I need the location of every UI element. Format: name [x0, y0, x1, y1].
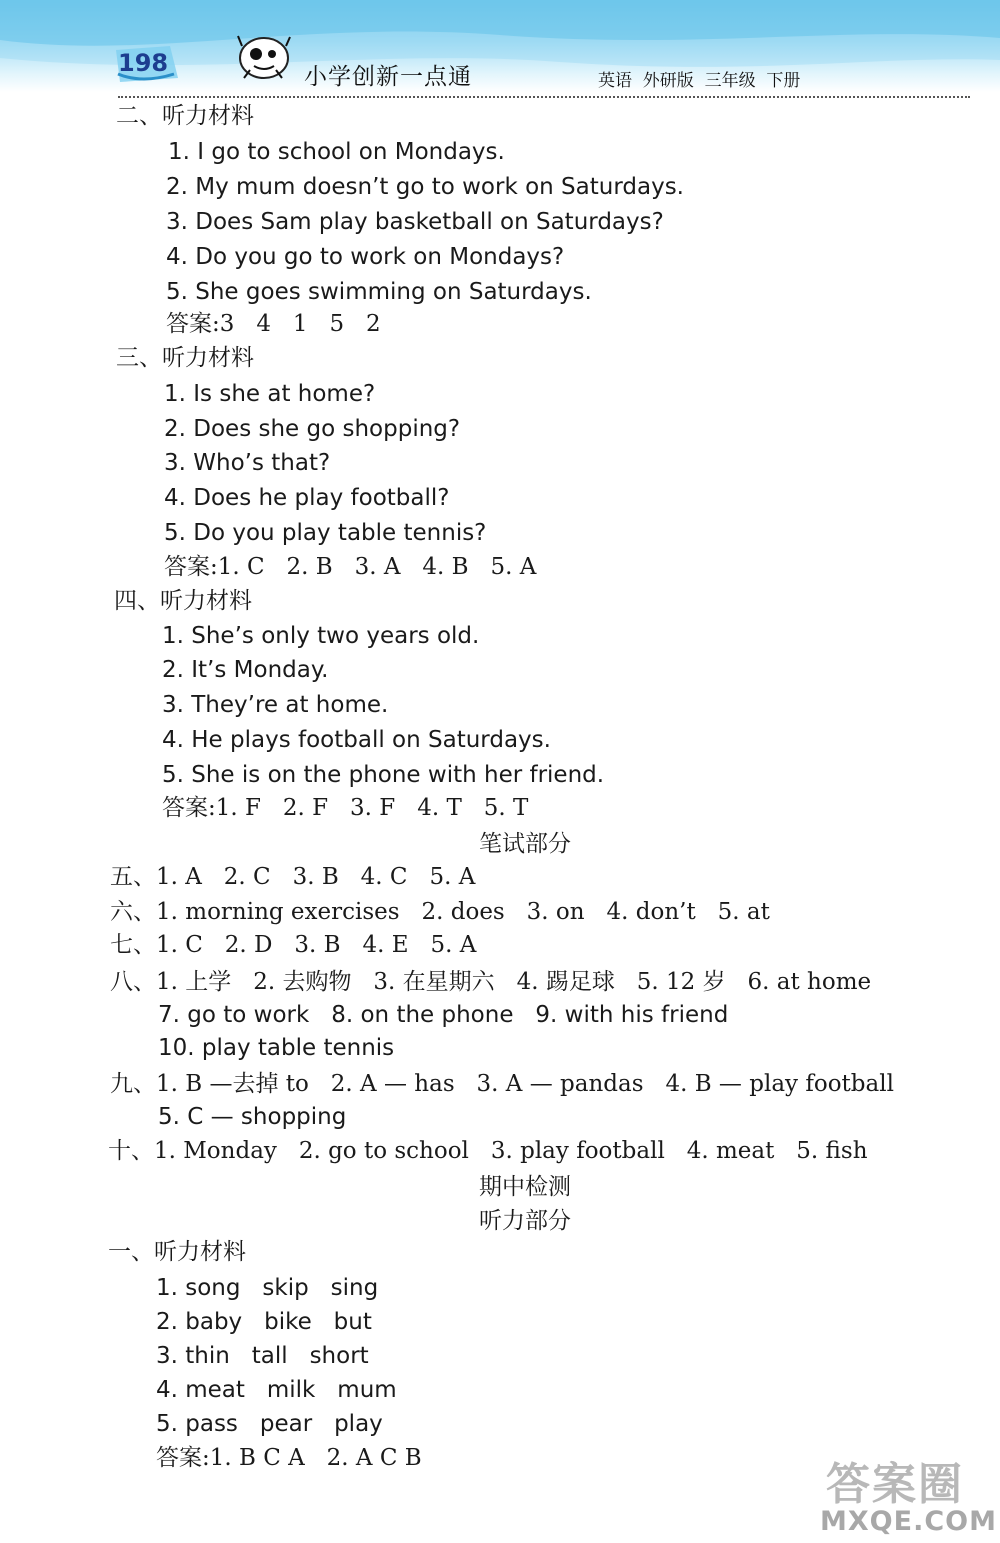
section-9-answers: 九、1. B —去掉 to 2. A — has 3. A — pandas 4. B — play football — [110, 1071, 894, 1097]
section-1-line-2: 2. baby bike but — [156, 1309, 372, 1335]
section-2-line-2: 2. My mum doesn’t go to work on Saturdays. — [166, 174, 684, 200]
watermark-url: MXQE.COM — [820, 1506, 997, 1537]
section-2-line-5: 5. She goes swimming on Saturdays. — [166, 279, 592, 305]
section-10-answers: 十、1. Monday 2. go to school 3. play football 4. meat 5. fish — [108, 1138, 868, 1164]
section-9-answers-cont: 5. C — shopping — [158, 1104, 347, 1130]
page-number: 198 — [118, 49, 169, 77]
listening-part-heading: 听力部分 — [479, 1208, 571, 1234]
header-divider — [118, 96, 970, 98]
section-1-line-5: 5. pass pear play — [156, 1411, 383, 1437]
section-4-line-3: 3. They’re at home. — [162, 692, 389, 718]
section-1-line-4: 4. meat milk mum — [156, 1377, 397, 1403]
section-8-answers: 八、1. 上学 2. 去购物 3. 在星期六 4. 踢足球 5. 12 岁 6. at home — [110, 969, 872, 995]
section-3-line-1: 1. Is she at home? — [164, 381, 376, 407]
section-2-line-1: 1. I go to school on Mondays. — [168, 139, 505, 165]
section-3-line-4: 4. Does he play football? — [164, 485, 450, 511]
mascot-icon — [236, 34, 292, 84]
section-2-line-4: 4. Do you go to work on Mondays? — [166, 244, 565, 270]
section-6-answers: 六、1. morning exercises 2. does 3. on 4. don’t 5. at — [110, 899, 770, 925]
section-4-line-5: 5. She is on the phone with her friend. — [162, 762, 605, 788]
section-4-line-1: 1. She’s only two years old. — [162, 623, 480, 649]
book-title: 小学创新一点通 — [304, 64, 472, 90]
section-4-line-2: 2. It’s Monday. — [162, 657, 329, 683]
section-1-line-3: 3. thin tall short — [156, 1343, 369, 1369]
section-7-answers: 七、1. C 2. D 3. B 4. E 5. A — [110, 932, 477, 958]
section-3-line-2: 2. Does she go shopping? — [164, 416, 461, 442]
site-watermark — [818, 1448, 996, 1540]
section-4-line-4: 4. He plays football on Saturdays. — [162, 727, 551, 753]
section-3-heading: 三、听力材料 — [116, 345, 254, 371]
section-2-heading: 二、听力材料 — [116, 103, 254, 129]
watermark-logo-text: 答案圈 — [826, 1459, 964, 1510]
section-1-line-1: 1. song skip sing — [156, 1275, 379, 1301]
section-3-line-5: 5. Do you play table tennis? — [164, 520, 487, 546]
section-2-line-3: 3. Does Sam play basketball on Saturdays? — [166, 209, 664, 235]
section-1-heading: 一、听力材料 — [108, 1239, 246, 1265]
section-2-answer: 答案:3 4 1 5 2 — [166, 311, 381, 337]
book-meta: 英语 外研版 三年级 下册 — [598, 71, 801, 91]
section-4-answer: 答案:1. F 2. F 3. F 4. T 5. T — [162, 795, 529, 821]
written-part-heading: 笔试部分 — [479, 831, 571, 857]
section-4-heading: 四、听力材料 — [114, 588, 252, 614]
section-3-answer: 答案:1. C 2. B 3. A 4. B 5. A — [164, 554, 537, 580]
section-1-answer: 答案:1. B C A 2. A C B — [156, 1445, 422, 1471]
section-3-line-3: 3. Who’s that? — [164, 450, 331, 476]
section-5-answers: 五、1. A 2. C 3. B 4. C 5. A — [110, 864, 476, 890]
section-8-answers-cont-1: 7. go to work 8. on the phone 9. with his friend — [158, 1002, 729, 1028]
section-8-answers-cont-2: 10. play table tennis — [158, 1035, 395, 1061]
midterm-heading: 期中检测 — [479, 1174, 571, 1200]
